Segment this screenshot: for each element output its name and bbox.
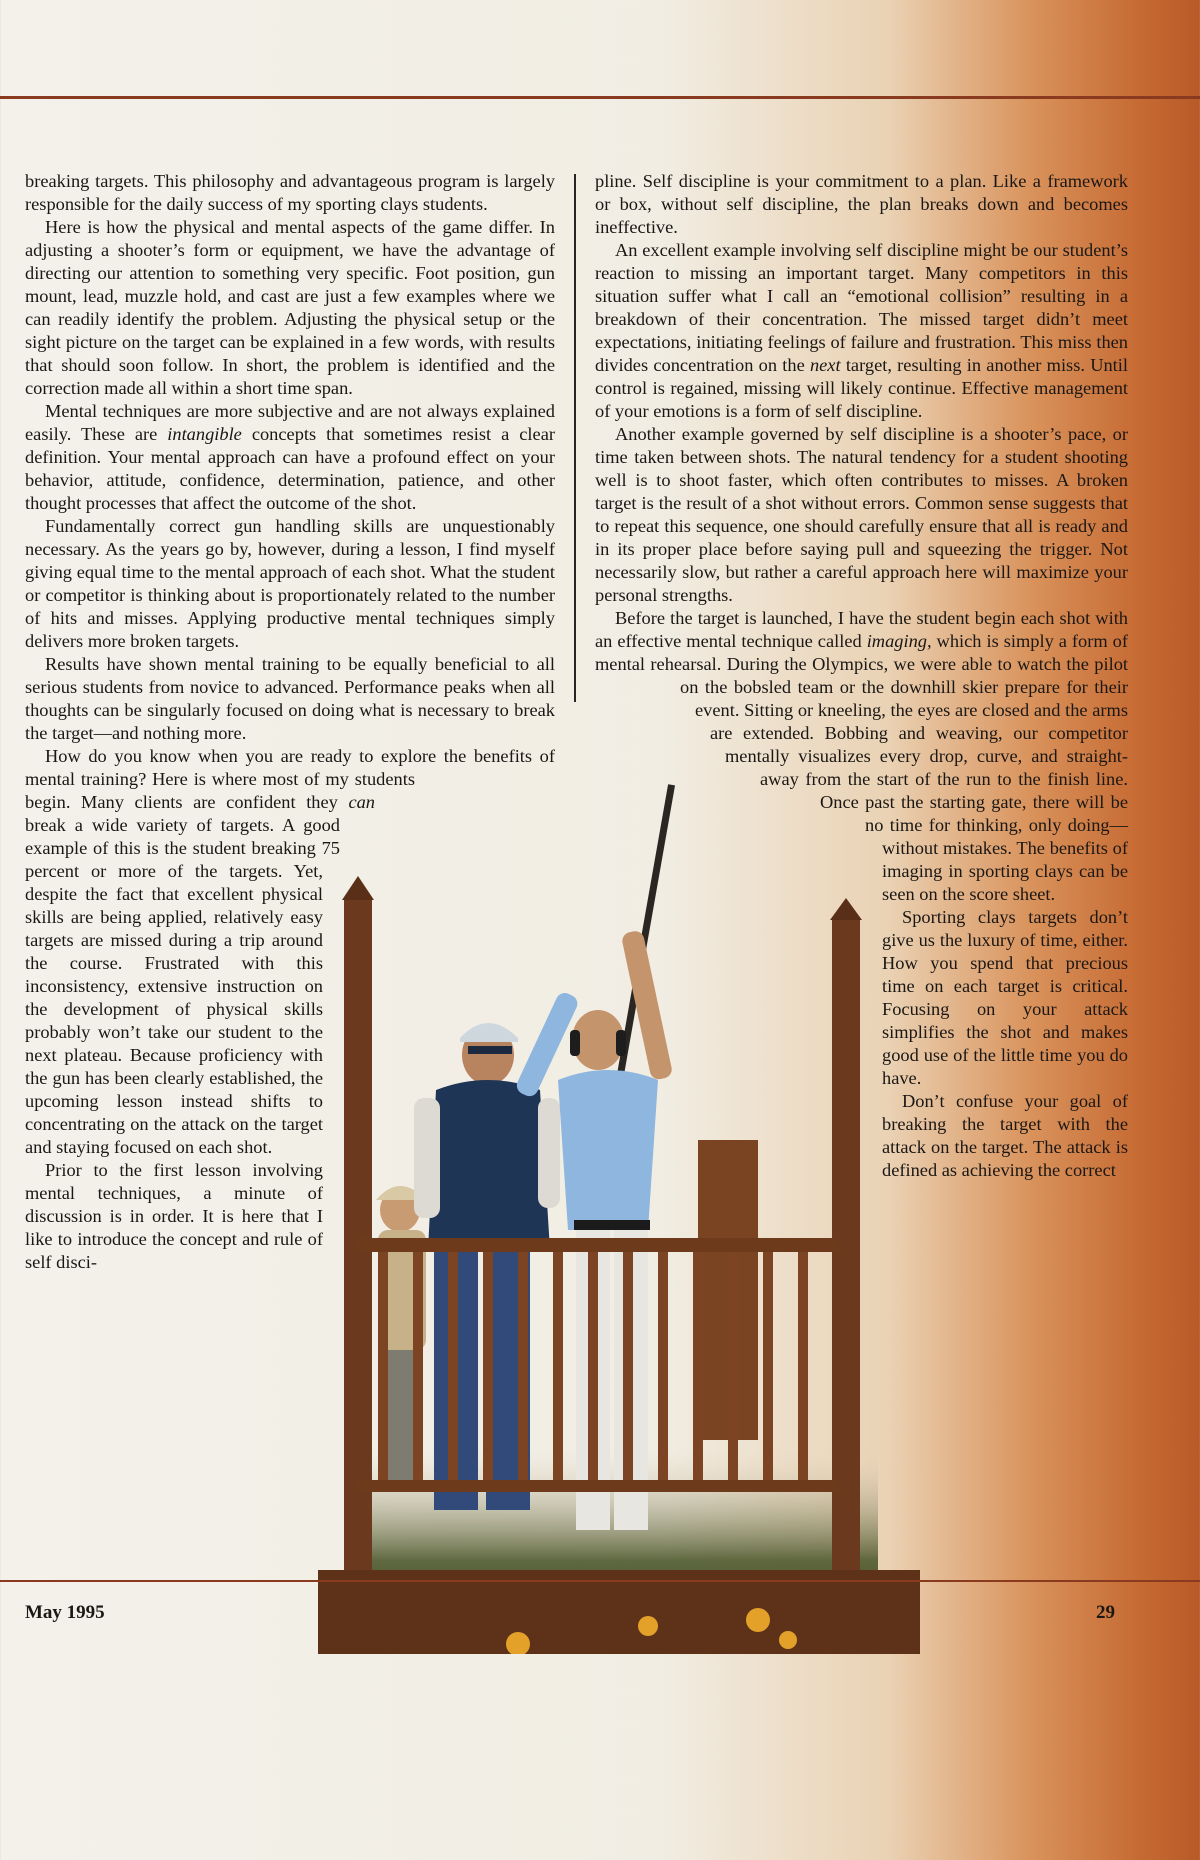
left-paragraph-1: breaking targets. This philosophy and advantageous program is largely responsible for the daily success of my sporting clays students. [25,171,555,214]
column-divider [574,174,576,702]
shooting-instruction-photo [318,780,920,1654]
header-rule [0,96,1200,99]
page-number: 29 [1096,1602,1115,1623]
left-paragraph-6: How do you know when you are ready to explore the benefits of mental training? Here is where most of my students begin. Many clients are confident they can break a wide variety of targets. A good example of this is the student breaking 75 percent or more of the targets. Yet, despite the fact that excellent physical skills are being applied, relatively easy targets are missed during a trip around the course. Frustrated with this inconsistency, extensive instruction on the development of physical skills probably won’t take our student to the next plateau. Because proficiency with the gun has been clearly established, the upcoming lesson instead shifts to concentrating on the attack on the target and staying focused on each shot. [25,746,555,1157]
issue-date: May 1995 [25,1602,105,1623]
right-post [832,920,860,1654]
left-paragraph-7: Prior to the first lesson involving mental techniques, a minute of discussion is in order. It is here that I like to introduce the concept and rule of self disci- [25,1160,323,1272]
right-paragraph-6: Don’t confuse your goal of breaking the target with the attack on the target. The attack is defined as achieving the correct [882,1091,1128,1180]
right-paragraph-4: Before the target is launched, I have the student begin each shot with an effective mental technique called imaging, which is simply a form of mental rehearsal. During the Olympics, we were able to watch the pilot on the bobsled team or the downhill skier prepare for their event. Sitting or kneeling, the eyes are closed and the arms are extended. Bobbing and weaving, our competitor mentally visualizes every drop, curve, and straight-away from the start of the run to the finish line. Once past the starting gate, there will be no time for thinking, only doing—without mistakes. The benefits of imaging in sporting clays can be seen on the score sheet. [595,608,1128,904]
left-paragraph-4: Fundamentally correct gun handling skills are unquestionably necessary. As the years go by, however, during a lesson, I find myself giving equal time to the mental approach of each shot. What the student or competitor is thinking about is proportionately related to the number of hits and misses. Applying productive mental techniques simply delivers more broken targets. [25,516,555,651]
right-paragraph-2: An excellent example involving self discipline might be our student’s reaction to missing an important target. Many competitors in this situation suffer what I call an “emotional collision” resulting in a breakdown of their concentration. The missed target didn’t meet expectations, initiating feelings of failure and frustration. This miss then divides concentration on the next target, resulting in another miss. Until control is regained, missing will likely continue. Effective management of your emotions is a form of self discipline. [595,240,1128,421]
footer-rule [0,1580,1200,1582]
right-paragraph-5: Sporting clays targets don’t give us the luxury of time, either. How you spend that precious time on each target is critical. Focusing on your attack simplifies the shot and makes good use of the little time you do have. [882,907,1128,1088]
left-paragraph-5: Results have shown mental training to be equally beneficial to all serious students from novice to advanced. Performance peaks when all thoughts can be singularly focused on doing what is necessary to break the target—and nothing more. [25,654,555,743]
left-post [344,900,372,1654]
left-paragraph-2: Here is how the physical and mental aspects of the game differ. In adjusting a shooter’s form or equipment, we have the advantage of directing our attention to something very specific. Foot position, gun mount, lead, muzzle hold, and cast are just a few examples where we can readily identify the problem. Adjusting the physical setup or the sight picture on the target can be explained in a few words, with results that should soon follow. In short, the problem is identified and the correction made all within a short time span. [25,217,555,398]
right-paragraph-1: pline. Self discipline is your commitment to a plan. Like a framework or box, without self discipline, the plan breaks down and becomes ineffective. [595,171,1128,237]
right-paragraph-3: Another example governed by self discipline is a shooter’s pace, or time taken between shots. The natural tendency for a student shooting well is to shoot faster, which often contributes to misses. A broken target is the result of a shot without errors. Common sense suggests that to repeat this sequence, one should carefully ensure that all is ready and in its proper place before saying pull and squeezing the trigger. Not necessarily slow, but rather a careful approach here will maximize your personal strengths. [595,424,1128,605]
left-paragraph-3: Mental techniques are more subjective and are not always explained easily. These are intangible concepts that sometimes resist a clear definition. Your mental approach can have a profound effect on your behavior, attitude, confidence, determination, patience, and other thought processes that affect the outcome of the shot. [25,401,555,513]
